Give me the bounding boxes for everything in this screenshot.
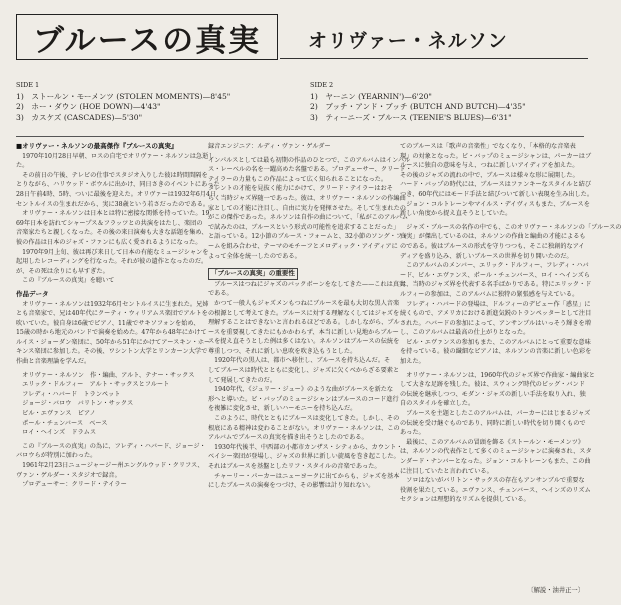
text-line: アルバムでブルースの真実を描き出そうとしたのである。 bbox=[208, 434, 368, 442]
text-line: この『ブルースの真実』の為に、フレディ・ハバード、ジョージ・ bbox=[16, 442, 206, 450]
text-line: 理解することはできないと言われるほどである。しかしながら、ブル bbox=[208, 319, 400, 327]
text-line: ンダード・ナンバーとなった。ジョン・コルトレーンもまた、この曲 bbox=[400, 458, 591, 465]
text-line: は、ネルソンの代表作として多くのミュージシャンに演奏され、スタ bbox=[400, 448, 592, 456]
text-line: エリック・ドルフィー アルト・サックスとフルート bbox=[16, 381, 170, 389]
text-line: 家としての才能に注目し、自由に実力を発揮させた。そして生まれたの bbox=[208, 204, 406, 212]
text-line: ジャズ・ブルースの名作の中でも、このオリヴァー・ネルソンの「ブルースの bbox=[400, 223, 621, 231]
text-line: を持っている。彼の繊細なピアノは、ネルソンの音楽に新しい色彩を bbox=[400, 348, 592, 356]
text-line: バロウらが特別に加わった。 bbox=[16, 452, 97, 460]
text-line: 音楽家たちと親しくなった。その後の来日演奏も大きな話題を集め、 bbox=[16, 229, 208, 237]
text-line: ルイス・ジョーダン楽団に、50年から51年にかけてアースキン・ホー bbox=[16, 338, 211, 346]
text-column-1 bbox=[16, 142, 220, 582]
text-line: のである。彼はブルースの形式を守りつつも、そこに独創的なアイ bbox=[400, 242, 585, 250]
track-item: 1) ヤーニン (YEARNIN')—6'20" bbox=[310, 91, 432, 101]
text-line: かつて一般人もジャズメンもつねにブルースを最も大切な黒人音楽 bbox=[208, 299, 400, 307]
text-line: フレディ・ハバードの登場は、ドルフィーのデビュー作「惑星」に bbox=[400, 300, 591, 308]
track-item: 3) ティーニーズ・ブルース (TEENIE'S BLUES)—6'31" bbox=[310, 112, 512, 122]
text-line: ソロはないがバリトン・サックスの存在もアンサンブルで重要な bbox=[400, 477, 585, 485]
text-line: 最後に、このアルバムの冒頭を飾る《ストールン・モーメンツ》 bbox=[400, 438, 585, 446]
text-line: の根源として考えてきた。ブルースに対する理解なくしてはジャズを bbox=[208, 309, 400, 317]
text-line: よって全体を統一したのである。 bbox=[208, 252, 301, 260]
text-column-3 bbox=[400, 142, 621, 580]
track-item: 1) ストールン・モーメンツ (STOLEN MOMENTS)—8'45" bbox=[16, 91, 231, 101]
text-line: 根底にある精神は変わることがない。オリヴァー・ネルソンは、この bbox=[208, 424, 400, 432]
text-line: 28日午前4時、5時、ついに最後を迎えた。オリヴァーは1932年6月4日 bbox=[16, 190, 217, 198]
text-line: 1930年代後半、中西部の小都市カンザス・シティから、カウント・ bbox=[208, 443, 403, 451]
text-line: セクションは理想的なリズムを提供している。 bbox=[400, 496, 530, 504]
text-line: ブルースを主題としたこのアルバムは、パーカーにはじまるジャズ bbox=[400, 410, 591, 418]
text-line: てのブルースは「歌声の音楽性」でなくなり、「本格的な音楽表 bbox=[400, 143, 576, 150]
text-line: 役割を果たしている。エヴァンス、チェンバース、ヘインズのリズム bbox=[400, 486, 591, 494]
header-rule bbox=[280, 58, 588, 59]
artist-name: オリヴァー・ネルソン bbox=[308, 30, 508, 52]
text-line: ジョン・コルトレーンやマイルス・デイヴィスもまた、ブルースを bbox=[400, 200, 590, 208]
text-line: 作品データ bbox=[16, 289, 49, 298]
text-line: フレディ・ハバード トランペット bbox=[16, 390, 121, 398]
text-line: 69年日本を訪れてシャープス＆フラッツとの共演をはたし、楽団の bbox=[16, 219, 203, 227]
text-line: あった。 bbox=[400, 429, 425, 437]
text-line: の伝統を受け継ぐものであり、同時に新しい時代を切り開くもので bbox=[400, 419, 586, 427]
text-line: インパルスとしては最も初期の作品のひとつで、このアルバムはインパル bbox=[208, 156, 411, 164]
text-line: とも音楽家で、兄は40年代にクーティ・ウィリアムス楽団でアルトを bbox=[16, 310, 208, 318]
text-line: ード、ビル・エヴァンス、ポール・チェンバース、ロイ・ヘインズら bbox=[400, 271, 590, 279]
text-line: それはブルースを基盤としたリフ・スタイルの音楽であった。 bbox=[208, 463, 381, 470]
text-line: ースを重要視してきたにもかかわらず、本当に新しい見地からブルー bbox=[208, 328, 399, 336]
text-line: 15歳の時から地元のバンドで演奏を始めた。47年から48年にかけて bbox=[16, 329, 207, 337]
text-line: 加えた。 bbox=[400, 358, 425, 366]
text-line: ビル・エヴァンスの参加もまた、このアルバムにとって重要な意味 bbox=[400, 338, 591, 346]
text-line: つき、60年代にはモード手法と結びついて新しい表現を生み出した。 bbox=[400, 190, 594, 198]
text-line: して発展してきたのだ。 bbox=[208, 376, 277, 384]
text-line: が、その死は余りにも早すぎた。 bbox=[16, 267, 109, 275]
text-column-2 bbox=[208, 142, 412, 582]
text-line: ルフィーの参加は、このアルバムに独特の緊張感を与えている。 bbox=[400, 290, 579, 298]
text-line: がこの傑作であった。ネルソンは自作の曲について、「私がこのアルバム bbox=[208, 214, 409, 222]
text-line: ームを組み合わせ、テーマのモチーフとメロディック・アイディアに bbox=[208, 242, 398, 250]
text-line: チャーリー・パーカーはニューヨークに出てからも、ジャズを基本 bbox=[208, 472, 400, 480]
text-line: 録音エンジニア：ルディ・ヴァン・ゲルダー bbox=[208, 143, 331, 150]
text-line: の伝統を継承しつつ、モダン・ジャズの新しい手法を取り入れ、独 bbox=[400, 390, 586, 398]
text-line: で試みたのは、ブルースという形式の可能性を追求することだった」 bbox=[208, 223, 400, 231]
text-line: ベイシー楽団が登場し、ジャズの世界に新しい旋風を巻き起こした。 bbox=[208, 453, 400, 461]
text-line: その後のジャズの流れの中で、ブルースは様々な形に展開した。 bbox=[400, 171, 579, 179]
text-line: 尊重しつつ、それに新しい息吹を吹き込もうとした。 bbox=[208, 347, 357, 355]
text-line: 続くもので、アメリカにおける新進気鋭のトランペッターとして注目 bbox=[400, 310, 592, 318]
text-line: 形へと導いた。ビ・バップのミュージシャンはブルースのコード進行 bbox=[208, 395, 399, 403]
text-line: ビル・エヴァンス ピアノ bbox=[16, 410, 96, 418]
text-line: テイラーの力量もこの作品によって広く知られることになった。 bbox=[208, 175, 388, 183]
text-line: 1970年10月28日早朝、ロスの自宅でオリヴァー・ネルソンは急逝し bbox=[16, 152, 215, 160]
text-line: キンス楽団に参加した。その後、ワシントン大学とリンカーン大学で bbox=[16, 348, 208, 356]
text-line: 作曲と音楽理論を学んだ。 bbox=[16, 358, 91, 366]
text-line: このアルバムのメンバー、エリック・ドルフィー、フレディ・ハバ bbox=[400, 262, 589, 270]
text-line: 新しい角度から捉え直そうとしていた。 bbox=[400, 210, 512, 218]
text-line: 自のスタイルを確立した。 bbox=[400, 400, 475, 408]
text-line: ブルースはつねにジャズのバックボーンをなしてきた——これは真実 bbox=[208, 280, 406, 288]
track-item: 2) ホー・ダウン (HOE DOWN)—4'43" bbox=[16, 102, 161, 111]
text-line: に注目していたと言われている。 bbox=[400, 467, 493, 475]
text-line: オリヴァー・ネルソンは1932年6月セントルイスに生まれた。兄姉 bbox=[16, 300, 209, 308]
commentary-credit: 〔解説・油井正一〕 bbox=[527, 587, 584, 594]
text-line: を複雑に変化させ、新しいハーモニーを持ち込んだ。 bbox=[208, 405, 357, 413]
track-item: 3) カスケズ (CASCADES)—5'30" bbox=[16, 112, 143, 122]
text-line: た。 bbox=[16, 162, 29, 170]
text-line: 現」の対象となった。ビ・バップのミュージシャンは、パーカーはブ bbox=[400, 152, 592, 160]
text-line: された。ハバードの参加によって、アンサンブルはいっそう輝きを増 bbox=[400, 319, 591, 327]
text-line: スを捉え直そうとした例は多くはない。ネルソンはブルースの伝統を bbox=[208, 338, 400, 346]
album-title: ブルースの真実 bbox=[16, 14, 278, 60]
track-item: 2) ブッチ・アンド・ブッチ (BUTCH AND BUTCH)—4'35" bbox=[310, 102, 526, 111]
text-line: 1920年代の黒人は、都市へ移住し、ブルースを持ち込んだ。そ bbox=[208, 357, 391, 365]
text-line: ジョージ・バロウ バリトン・サックス bbox=[16, 400, 134, 408]
text-line: ポール・チェンバース ベース bbox=[16, 419, 108, 427]
text-line: ディアを盛り込み、新しいブルースの世界を切り開いたのだ。 bbox=[400, 252, 573, 260]
text-line: と語っている。12小節のブルース・フォームと、32小節のソング・フォ bbox=[208, 233, 408, 241]
text-line: ルースに独自の意味を与え、つねに新しいアイディアを加えた。 bbox=[400, 162, 579, 170]
text-line: し、このアルバムは最高の仕上がりとなった。 bbox=[400, 329, 530, 337]
text-line: セントルイスの生まれだから、実に38歳という若さだったのである。 bbox=[16, 200, 210, 208]
text-line: その前日の午後、テレビの仕事でスタジオ入りした彼は時間間隔を bbox=[16, 171, 208, 179]
text-line: オリヴァー・ネルソン 作・編曲、アルト、テナー・サックス bbox=[16, 371, 195, 379]
section-divider bbox=[16, 136, 584, 137]
text-line: して大きな足跡を残した。彼は、スウィング時代のビッグ・バンド bbox=[400, 381, 585, 389]
text-line: である。 bbox=[208, 290, 233, 298]
text-line: 彼の作品は日本のジャズ・ファンにも広く愛されるようになった。 bbox=[16, 238, 202, 246]
text-line: ハード・バップの時代には、ブルースはファンキーなスタイルと結び bbox=[400, 181, 592, 189]
text-line: ヴァン・ゲルダー・スタジオで録音。 bbox=[16, 471, 121, 479]
text-line bbox=[208, 261, 386, 265]
text-line: オリヴァー・ネルソンは、1960年代のジャズ界で作曲家・編曲家と bbox=[400, 371, 595, 379]
text-line: 吹いていた。彼自身は6歳でピアノ、11歳でサキソフォンを始め、 bbox=[16, 319, 200, 327]
side2-tracklist bbox=[310, 80, 526, 123]
side1-label: SIDE 1 bbox=[16, 81, 40, 89]
text-line: 「ブルースの真実」の重要性 bbox=[208, 268, 298, 280]
text-line: 1961年2月23日ニュージャージー州エングルウッド・クリフス、 bbox=[16, 462, 204, 469]
text-line: 1940年代、《ジュリー・ジュー》のような曲がブルースを新たな bbox=[208, 386, 394, 394]
text-line: ス・レーベルの名を一躍高めた名盤である。プロデューサー、クリード・ bbox=[208, 166, 412, 174]
text-line: にしたブルースの演奏をつづけ、その影響は計り知れない。 bbox=[208, 482, 375, 490]
text-line: ■オリヴァー・ネルソンの最高傑作『ブルースの真実』 bbox=[16, 142, 178, 150]
text-line: オリヴァー・ネルソンは日本とは特に密接な関係を持っていた。19 bbox=[16, 210, 210, 218]
text-line: 1970年9月上旬、彼は再び来日して日本の有能なミュージシャンを bbox=[16, 248, 209, 256]
text-line: このように、時代とともにブルースは変化してきた。しかし、その bbox=[208, 415, 400, 423]
text-line: 真実」が傑出しているのは、ネルソンの作曲と編曲の才能によるも bbox=[400, 233, 586, 241]
text-line: 起用したレコーディングを行なった。それが彼の遺作となったのだ。 bbox=[16, 258, 208, 266]
header bbox=[16, 14, 588, 62]
side2-label: SIDE 2 bbox=[310, 81, 334, 89]
side1-tracklist bbox=[16, 80, 230, 123]
text-line: らく当時ジャズ界随一であった。彼は、オリヴァー・ネルソンの作編曲 bbox=[208, 194, 406, 202]
text-line: してブルースは時代とともに変化し、ジャズに欠くべからざる要素と bbox=[208, 367, 400, 375]
text-line: ロイ・ヘインズ ドラムス bbox=[16, 429, 97, 437]
text-line: タレントの才能を見抜く能力にかけて、クリード・テイラーはおそ bbox=[208, 185, 393, 193]
text-line: この『ブルースの真実』を聴いて bbox=[16, 277, 115, 285]
text-line: とりながら、ハリウッド・ボウルに出かけ、同日さきのイベントにあった bbox=[16, 181, 220, 189]
text-line: は、当時のジャズ界を代表する名手ばかりである。特にエリック・ド bbox=[400, 281, 592, 289]
text-line: プロデューサー：クリード・テイラー bbox=[16, 481, 127, 489]
